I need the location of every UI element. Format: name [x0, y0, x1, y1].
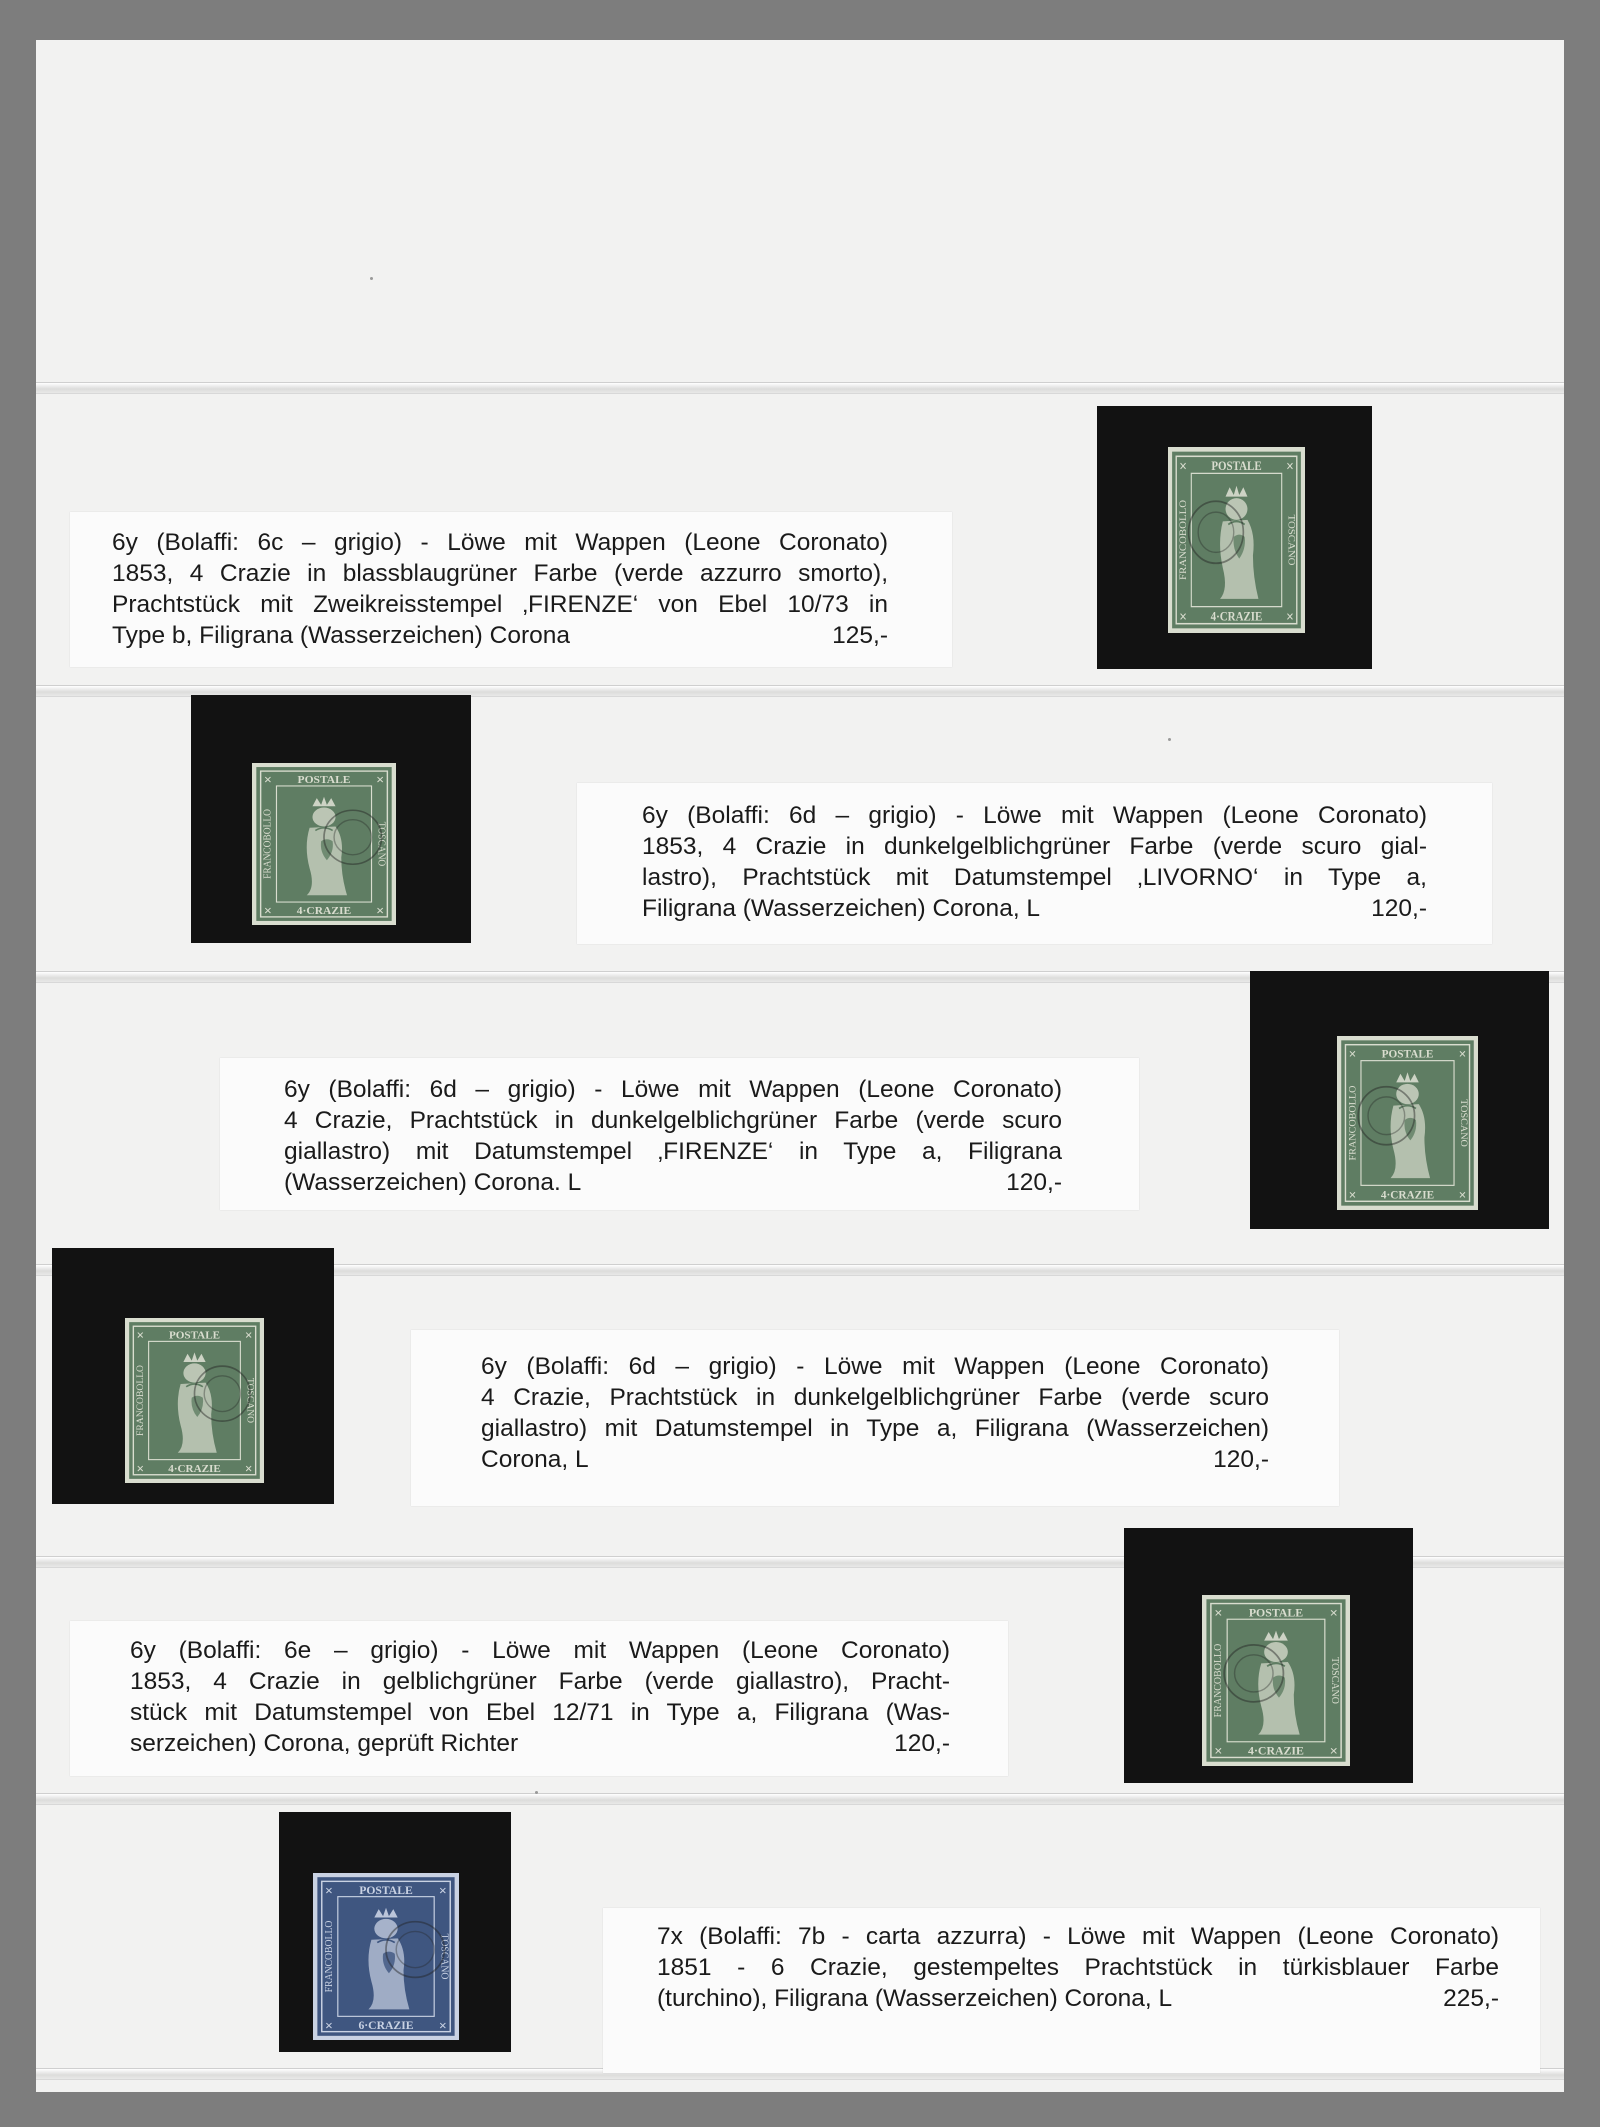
description-line-text: Filigrana (Wasserzeichen) Corona, L [642, 895, 1041, 922]
svg-text:✕: ✕ [1179, 461, 1188, 474]
stock-strip [36, 1793, 1564, 1805]
svg-text:TOSCANO: TOSCANO [244, 1377, 256, 1424]
description-line [112, 527, 888, 558]
description-line [657, 1983, 1499, 2014]
svg-text:FRANCOBOLLO: FRANCOBOLLO [323, 1920, 336, 1993]
svg-text:FRANCOBOLLO: FRANCOBOLLO [135, 1365, 147, 1436]
svg-text:✕: ✕ [324, 2021, 334, 2032]
svg-text:✕: ✕ [375, 906, 385, 918]
svg-text:✕: ✕ [1285, 612, 1294, 624]
svg-text:✕: ✕ [1458, 1190, 1467, 1202]
stamp [125, 1318, 264, 1483]
stamp [252, 763, 396, 925]
description-line-text: 4 Crazie, Prachtstück in dunkelgelblichgrüner Farbe (verde scuro [481, 1384, 1269, 1411]
description-line-text: Prachtstück mit Zweikreisstempel ‚FIRENZE‘ von Ebel 10/73 in [112, 591, 888, 618]
description-text [284, 1074, 1062, 1198]
description-line-text: giallastro) mit Datumstempel ‚FIRENZE‘ in Type a, Filigrana [284, 1138, 1062, 1165]
description-line-text: 7x (Bolaffi: 7b - carta azzurra) - Löwe mit Wappen (Leone Coronato) [657, 1923, 1499, 1950]
svg-text:4·CRAZIE: 4·CRAZIE [1380, 1189, 1435, 1202]
stamp-image [125, 1318, 264, 1483]
description-text [130, 1635, 950, 1759]
description-line [642, 893, 1427, 924]
description-line-text: Type b, Filigrana (Wasserzeichen) Corona [112, 622, 570, 649]
price: 125,- [832, 622, 888, 649]
description-label [220, 1058, 1139, 1210]
svg-text:POSTALE: POSTALE [359, 1885, 413, 1897]
svg-text:✕: ✕ [263, 906, 273, 918]
svg-text:✕: ✕ [438, 2021, 448, 2032]
svg-text:POSTALE: POSTALE [1211, 459, 1262, 474]
svg-text:TOSCANO: TOSCANO [1285, 514, 1297, 566]
description-line-text: 1851 - 6 Crazie, gestempeltes Prachtstück in türkisblauer Farbe [657, 1954, 1499, 1981]
svg-text:TOSCANO: TOSCANO [1329, 1657, 1341, 1704]
stamp-image [252, 763, 396, 925]
description-text [642, 800, 1427, 924]
dust-speck [535, 1791, 538, 1794]
svg-text:✕: ✕ [375, 775, 385, 787]
stamp-image [313, 1873, 459, 2040]
description-line-text: serzeichen) Corona, geprüft Richter [130, 1730, 519, 1757]
description-line [481, 1382, 1269, 1413]
description-line [284, 1136, 1062, 1167]
svg-text:✕: ✕ [136, 1330, 145, 1342]
description-line [130, 1666, 950, 1697]
svg-text:✕: ✕ [1213, 1608, 1223, 1620]
svg-text:TOSCANO: TOSCANO [375, 821, 387, 867]
svg-text:4·CRAZIE: 4·CRAZIE [296, 905, 352, 918]
description-line-text: 1853, 4 Crazie in dunkelgelblichgrüner Farbe (verde scuro gial- [642, 833, 1427, 860]
svg-text:POSTALE: POSTALE [1248, 1606, 1304, 1620]
stamp-image [1337, 1036, 1478, 1210]
description-line-text: 6y (Bolaffi: 6d – grigio) - Löwe mit Wappen (Leone Coronato) [284, 1076, 1062, 1103]
svg-text:✕: ✕ [1213, 1746, 1223, 1758]
description-line-text: 6y (Bolaffi: 6e – grigio) - Löwe mit Wappen (Leone Coronato) [130, 1637, 950, 1664]
description-label [577, 783, 1492, 944]
stamp [1337, 1036, 1478, 1210]
description-line-text: (turchino), Filigrana (Wasserzeichen) Corona, L [657, 1985, 1173, 2012]
svg-text:TOSCANO: TOSCANO [438, 1933, 450, 1980]
price: 120,- [1213, 1446, 1269, 1473]
svg-text:POSTALE: POSTALE [297, 774, 351, 787]
description-line-text: (Wasserzeichen) Corona. L [284, 1169, 582, 1196]
dust-speck [1168, 738, 1171, 741]
stock-strip [36, 382, 1564, 394]
svg-text:✕: ✕ [1348, 1049, 1357, 1061]
description-label [411, 1330, 1339, 1506]
description-line-text: stück mit Datumstempel von Ebel 12/71 in Type a, Filigrana (Was- [130, 1699, 950, 1726]
description-line [481, 1351, 1269, 1382]
description-line-text: lastro), Prachtstück mit Datumstempel ‚LIVORNO‘ in Type a, [642, 864, 1427, 891]
stamp [1168, 447, 1305, 633]
description-label [603, 1908, 1540, 2073]
description-line [112, 558, 888, 589]
svg-text:FRANCOBOLLO: FRANCOBOLLO [1178, 499, 1189, 581]
description-line [642, 800, 1427, 831]
svg-text:✕: ✕ [1179, 612, 1188, 624]
svg-text:TOSCANO: TOSCANO [1458, 1099, 1469, 1147]
svg-text:✕: ✕ [324, 1886, 334, 1897]
price: 120,- [894, 1730, 950, 1757]
svg-text:✕: ✕ [263, 775, 273, 787]
description-line-text: 1853, 4 Crazie in blassblaugrüner Farbe (verde azzurro smorto), [112, 560, 888, 587]
stamp-image [1202, 1595, 1350, 1766]
stamp [1202, 1595, 1350, 1766]
svg-text:✕: ✕ [244, 1330, 253, 1342]
description-text [657, 1921, 1499, 2014]
description-line [481, 1444, 1269, 1475]
description-line-text: 6y (Bolaffi: 6c – grigio) - Löwe mit Wappen (Leone Coronato) [112, 529, 888, 556]
description-line-text: 1853, 4 Crazie in gelblichgrüner Farbe (verde giallastro), Pracht- [130, 1668, 950, 1695]
svg-text:✕: ✕ [1285, 461, 1294, 474]
description-line [112, 620, 888, 651]
svg-text:4·CRAZIE: 4·CRAZIE [1248, 1744, 1304, 1758]
description-line [112, 589, 888, 620]
description-label [70, 1621, 1008, 1776]
description-line-text: giallastro) mit Datumstempel in Type a, Filigrana (Wasserzeichen) [481, 1415, 1269, 1442]
svg-text:FRANCOBOLLO: FRANCOBOLLO [1347, 1085, 1359, 1161]
svg-text:✕: ✕ [1329, 1608, 1339, 1620]
description-line-text: 4 Crazie, Prachtstück in dunkelgelblichgrüner Farbe (verde scuro [284, 1107, 1062, 1134]
svg-text:✕: ✕ [438, 1886, 448, 1897]
description-line-text: Corona, L [481, 1446, 589, 1473]
svg-text:✕: ✕ [136, 1464, 145, 1475]
dust-speck [370, 277, 373, 280]
price: 120,- [1371, 895, 1427, 922]
svg-text:✕: ✕ [244, 1464, 253, 1475]
description-text [481, 1351, 1269, 1475]
description-line [130, 1728, 950, 1759]
description-line [284, 1105, 1062, 1136]
description-line [284, 1074, 1062, 1105]
description-line [481, 1413, 1269, 1444]
stamp-image [1168, 447, 1305, 633]
svg-text:4·CRAZIE: 4·CRAZIE [168, 1463, 221, 1475]
svg-text:POSTALE: POSTALE [1381, 1048, 1434, 1061]
svg-text:FRANCOBOLLO: FRANCOBOLLO [262, 809, 274, 879]
description-line [284, 1167, 1062, 1198]
description-line [657, 1921, 1499, 1952]
svg-text:6·CRAZIE: 6·CRAZIE [358, 2020, 414, 2032]
svg-text:FRANCOBOLLO: FRANCOBOLLO [1213, 1643, 1225, 1718]
description-line [130, 1635, 950, 1666]
description-text [112, 527, 888, 651]
description-line-text: 6y (Bolaffi: 6d – grigio) - Löwe mit Wappen (Leone Coronato) [642, 802, 1427, 829]
price: 120,- [1006, 1169, 1062, 1196]
svg-text:✕: ✕ [1329, 1746, 1339, 1758]
description-line [657, 1952, 1499, 1983]
description-line [642, 862, 1427, 893]
svg-text:4·CRAZIE: 4·CRAZIE [1210, 610, 1263, 624]
description-line [130, 1697, 950, 1728]
svg-text:✕: ✕ [1458, 1049, 1467, 1061]
svg-text:✕: ✕ [1348, 1190, 1357, 1202]
price: 225,- [1443, 1985, 1499, 2012]
description-line [642, 831, 1427, 862]
stamp [313, 1873, 459, 2040]
description-label [70, 512, 952, 667]
description-line-text: 6y (Bolaffi: 6d – grigio) - Löwe mit Wappen (Leone Coronato) [481, 1353, 1269, 1380]
svg-text:POSTALE: POSTALE [168, 1329, 221, 1342]
